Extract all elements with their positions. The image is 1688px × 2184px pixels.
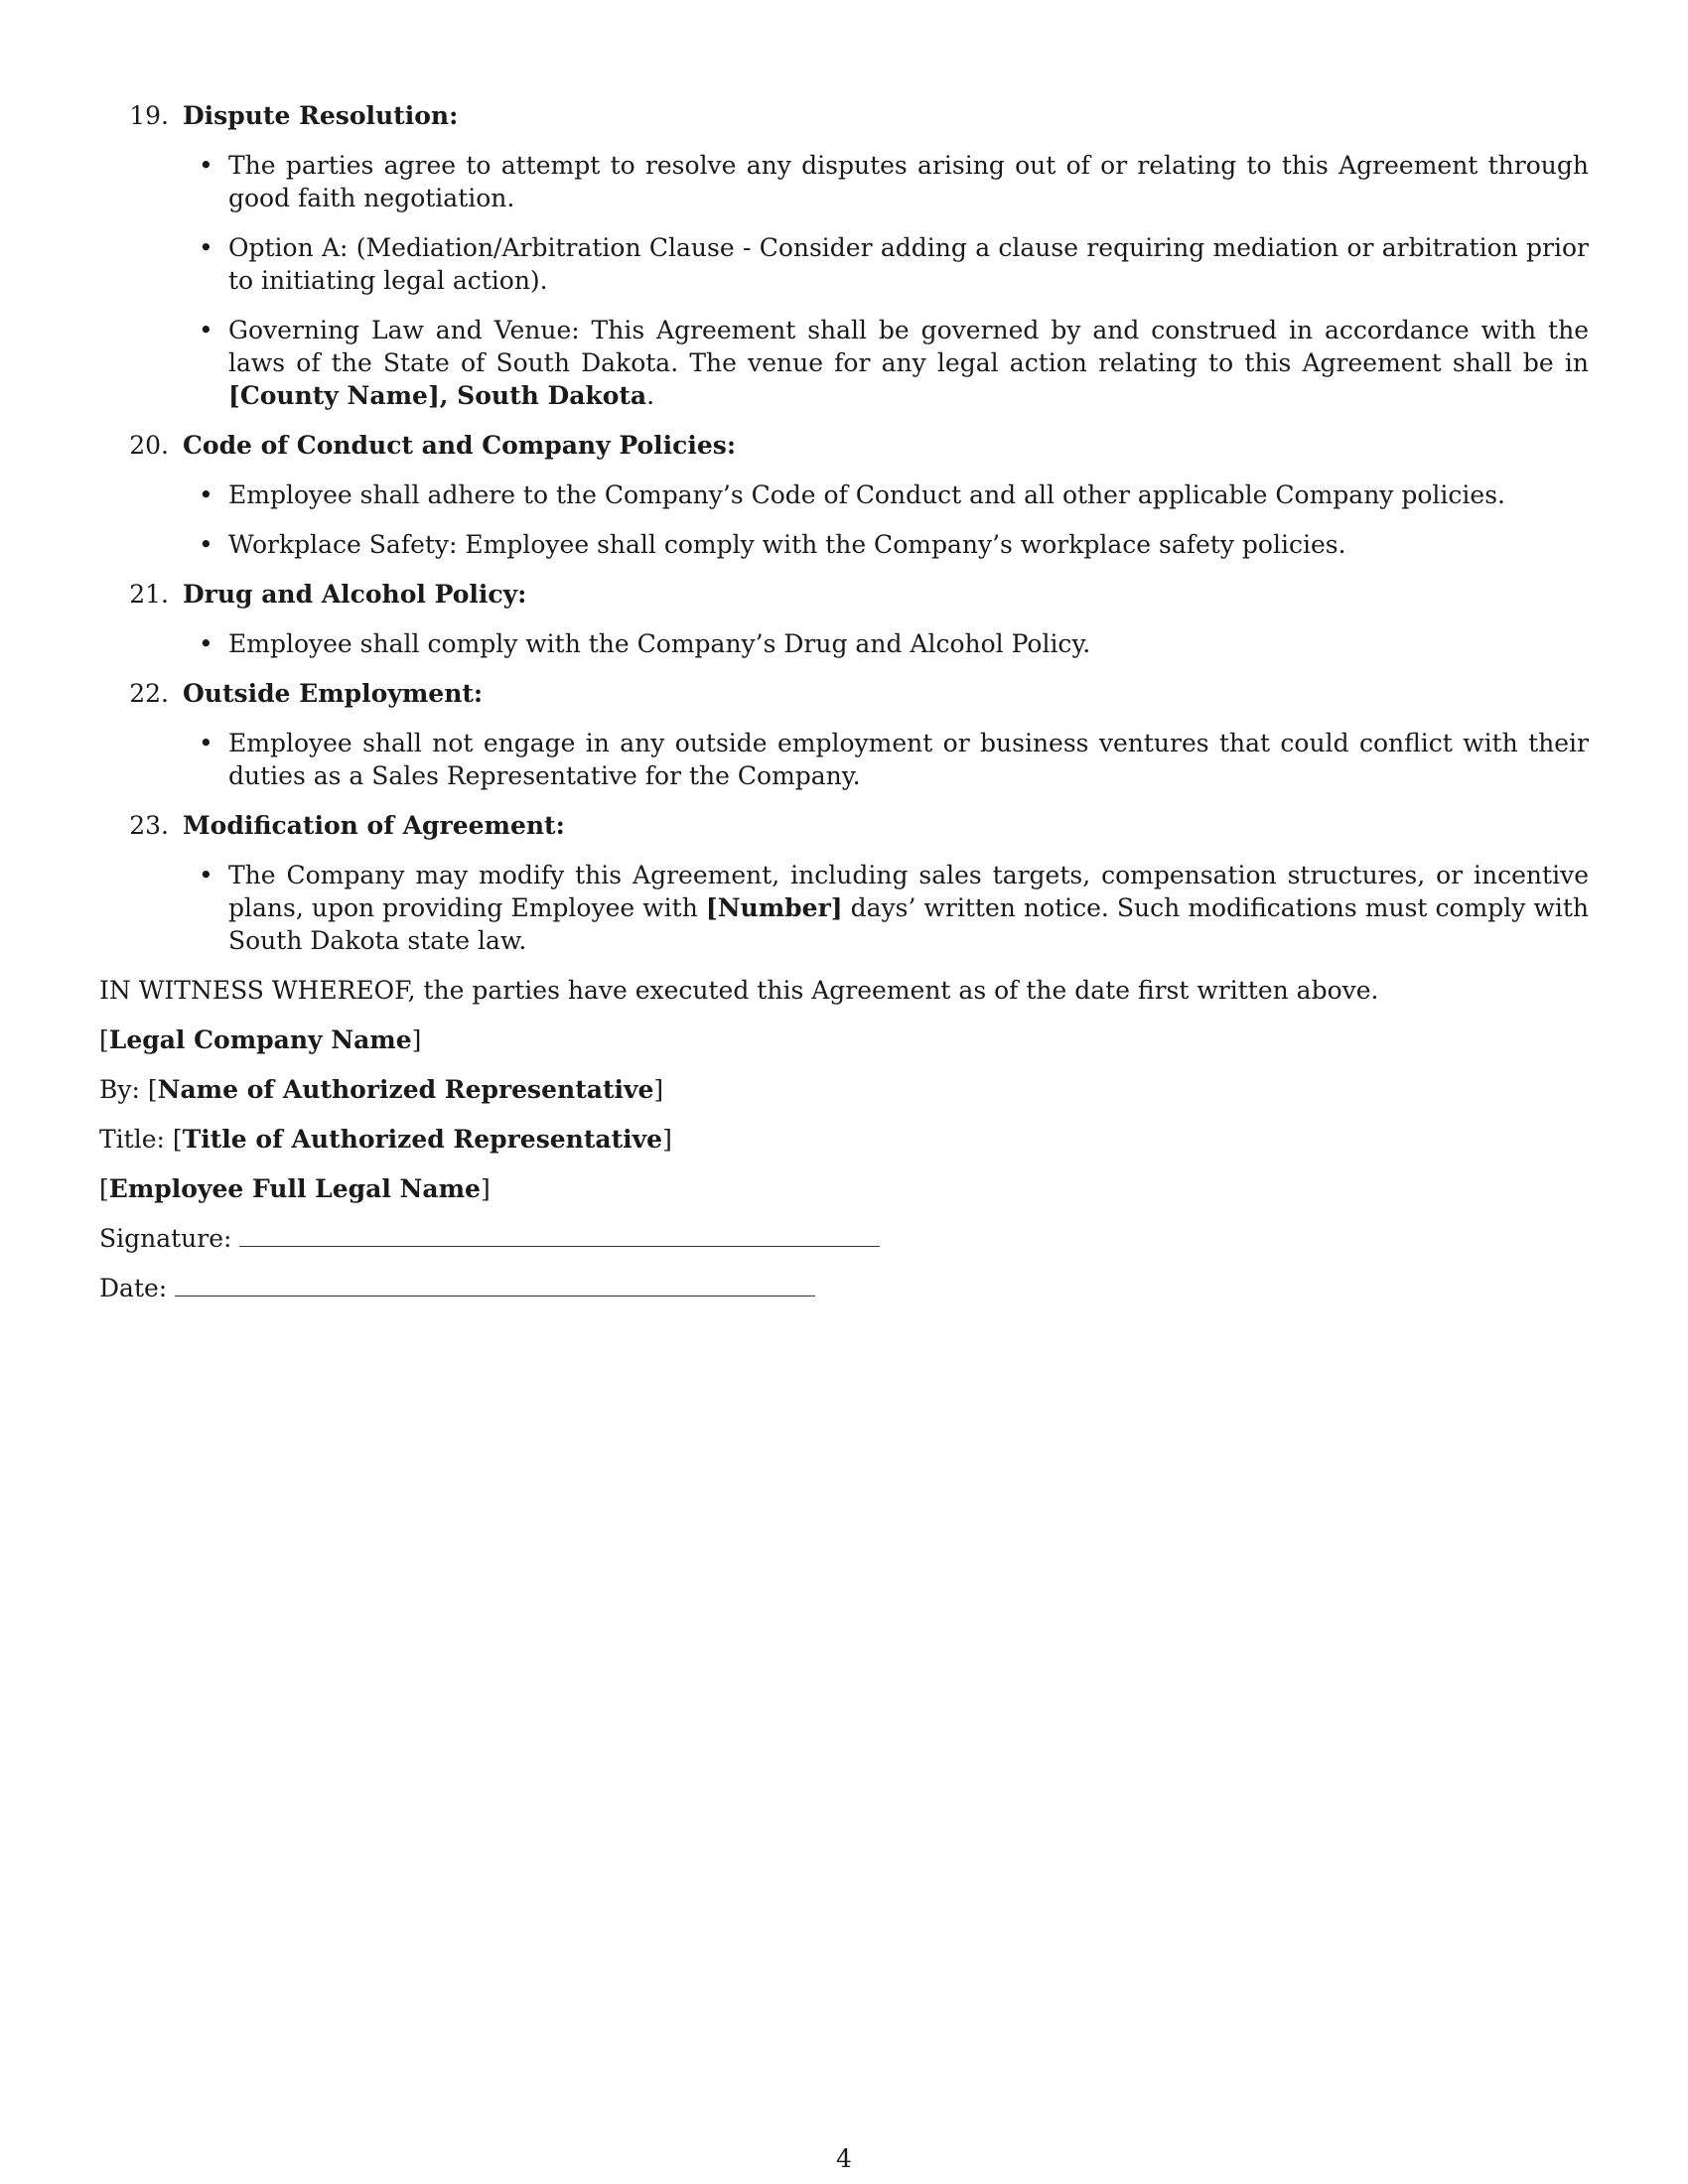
list-item [99,231,1589,297]
placeholder-county: [County Name], South Dakota [228,381,647,410]
section-number: 21. [129,580,169,609]
section-heading [99,677,1589,710]
list-item [99,314,1589,412]
representative-title-placeholder: Title of Authorized Representative [182,1125,663,1154]
company-name-line [99,1024,1589,1056]
bullet-text-end: days’ written notice. Such modifications must comply with South Dakota state law. [228,893,1590,955]
section-title: Modification of Agreement: [183,811,565,840]
bullet-icon: • [199,151,213,180]
signature-label: Signature: [99,1224,232,1253]
bullet-list [99,859,1589,957]
section-heading [99,99,1589,132]
section-heading [99,578,1589,611]
signature-line [99,1222,1589,1255]
employee-name-placeholder: Employee Full Legal Name [108,1174,481,1203]
list-item [99,149,1589,214]
bullet-text: Workplace Safety: Employee shall comply with the Company’s workplace safety policies. [228,530,1346,559]
bullet-icon: • [199,861,213,889]
bullet-text: The Company may modify this Agreement, including sales targets, compensation structures, or incentive plans, upon providing Employee with [228,861,1589,922]
bracket-close: ] [480,1174,491,1203]
title-label: Title: [ [99,1125,183,1154]
representative-name-placeholder: Name of Authorized Representative [157,1075,654,1104]
bullet-icon: • [199,480,213,509]
date-line [99,1272,1589,1304]
bullet-text: Employee shall comply with the Company’s Drug and Alcohol Policy. [228,629,1091,658]
section-number: 19. [129,101,169,130]
section-title: Dispute Resolution: [183,101,459,130]
bullet-list [99,627,1589,660]
document-page [99,99,1589,1321]
section-outside-employment [99,677,1589,792]
bullet-text-end: . [646,381,655,410]
bullet-text: The parties agree to attempt to resolve any disputes arising out of or relating to this Agreement through good faith negotiation. [228,151,1589,212]
section-code-of-conduct [99,429,1589,561]
section-title: Drug and Alcohol Policy: [183,580,527,609]
page-number: 4 [836,2144,852,2173]
bullet-text: Governing Law and Venue: This Agreement shall be governed by and construed in accordance with the laws of the State of South Dakota. The venue for any legal action relating to this Agreement shall be in [228,316,1589,377]
witness-clause: IN WITNESS WHEREOF, the parties have executed this Agreement as of the date first written above. [99,976,1379,1005]
by-label: By: [ [99,1075,158,1104]
bullet-icon: • [199,729,213,757]
bracket-close: ] [662,1125,672,1154]
section-modification [99,809,1589,957]
placeholder-number: [Number] [705,893,843,922]
bracket-close: ] [653,1075,664,1104]
bracket-close: ] [411,1025,422,1054]
bullet-list [99,727,1589,792]
list-item [99,528,1589,561]
bullet-text: Employee shall adhere to the Company’s Code of Conduct and all other applicable Company policies. [228,480,1505,509]
section-dispute-resolution [99,99,1589,412]
employee-name-line [99,1172,1589,1205]
bullet-icon: • [199,316,213,344]
bullet-icon: • [199,233,213,262]
section-number: 22. [129,679,169,708]
title-line [99,1123,1589,1156]
bullet-list [99,478,1589,561]
date-field[interactable] [175,1272,815,1297]
list-item [99,478,1589,511]
list-item [99,859,1589,957]
section-heading [99,429,1589,462]
section-drug-alcohol [99,578,1589,660]
by-line [99,1073,1589,1106]
bullet-icon: • [199,530,213,559]
section-number: 20. [129,431,169,460]
bullet-list [99,149,1589,412]
section-heading [99,809,1589,842]
date-label: Date: [99,1274,168,1302]
list-item [99,727,1589,792]
company-name-placeholder: Legal Company Name [108,1025,412,1054]
list-item [99,627,1589,660]
bracket-open: [ [99,1174,109,1203]
bullet-text: Option A: (Mediation/Arbitration Clause - Consider adding a clause requiring mediation or arbitration prior to initiating legal action). [228,233,1589,295]
bullet-icon: • [199,629,213,658]
section-title: Code of Conduct and Company Policies: [183,431,737,460]
bracket-open: [ [99,1025,109,1054]
section-title: Outside Employment: [183,679,484,708]
signature-field[interactable] [239,1222,880,1247]
bullet-text: Employee shall not engage in any outside employment or business ventures that could conflict with their duties as a Sales Representative for the Company. [228,729,1589,790]
section-number: 23. [129,811,169,840]
